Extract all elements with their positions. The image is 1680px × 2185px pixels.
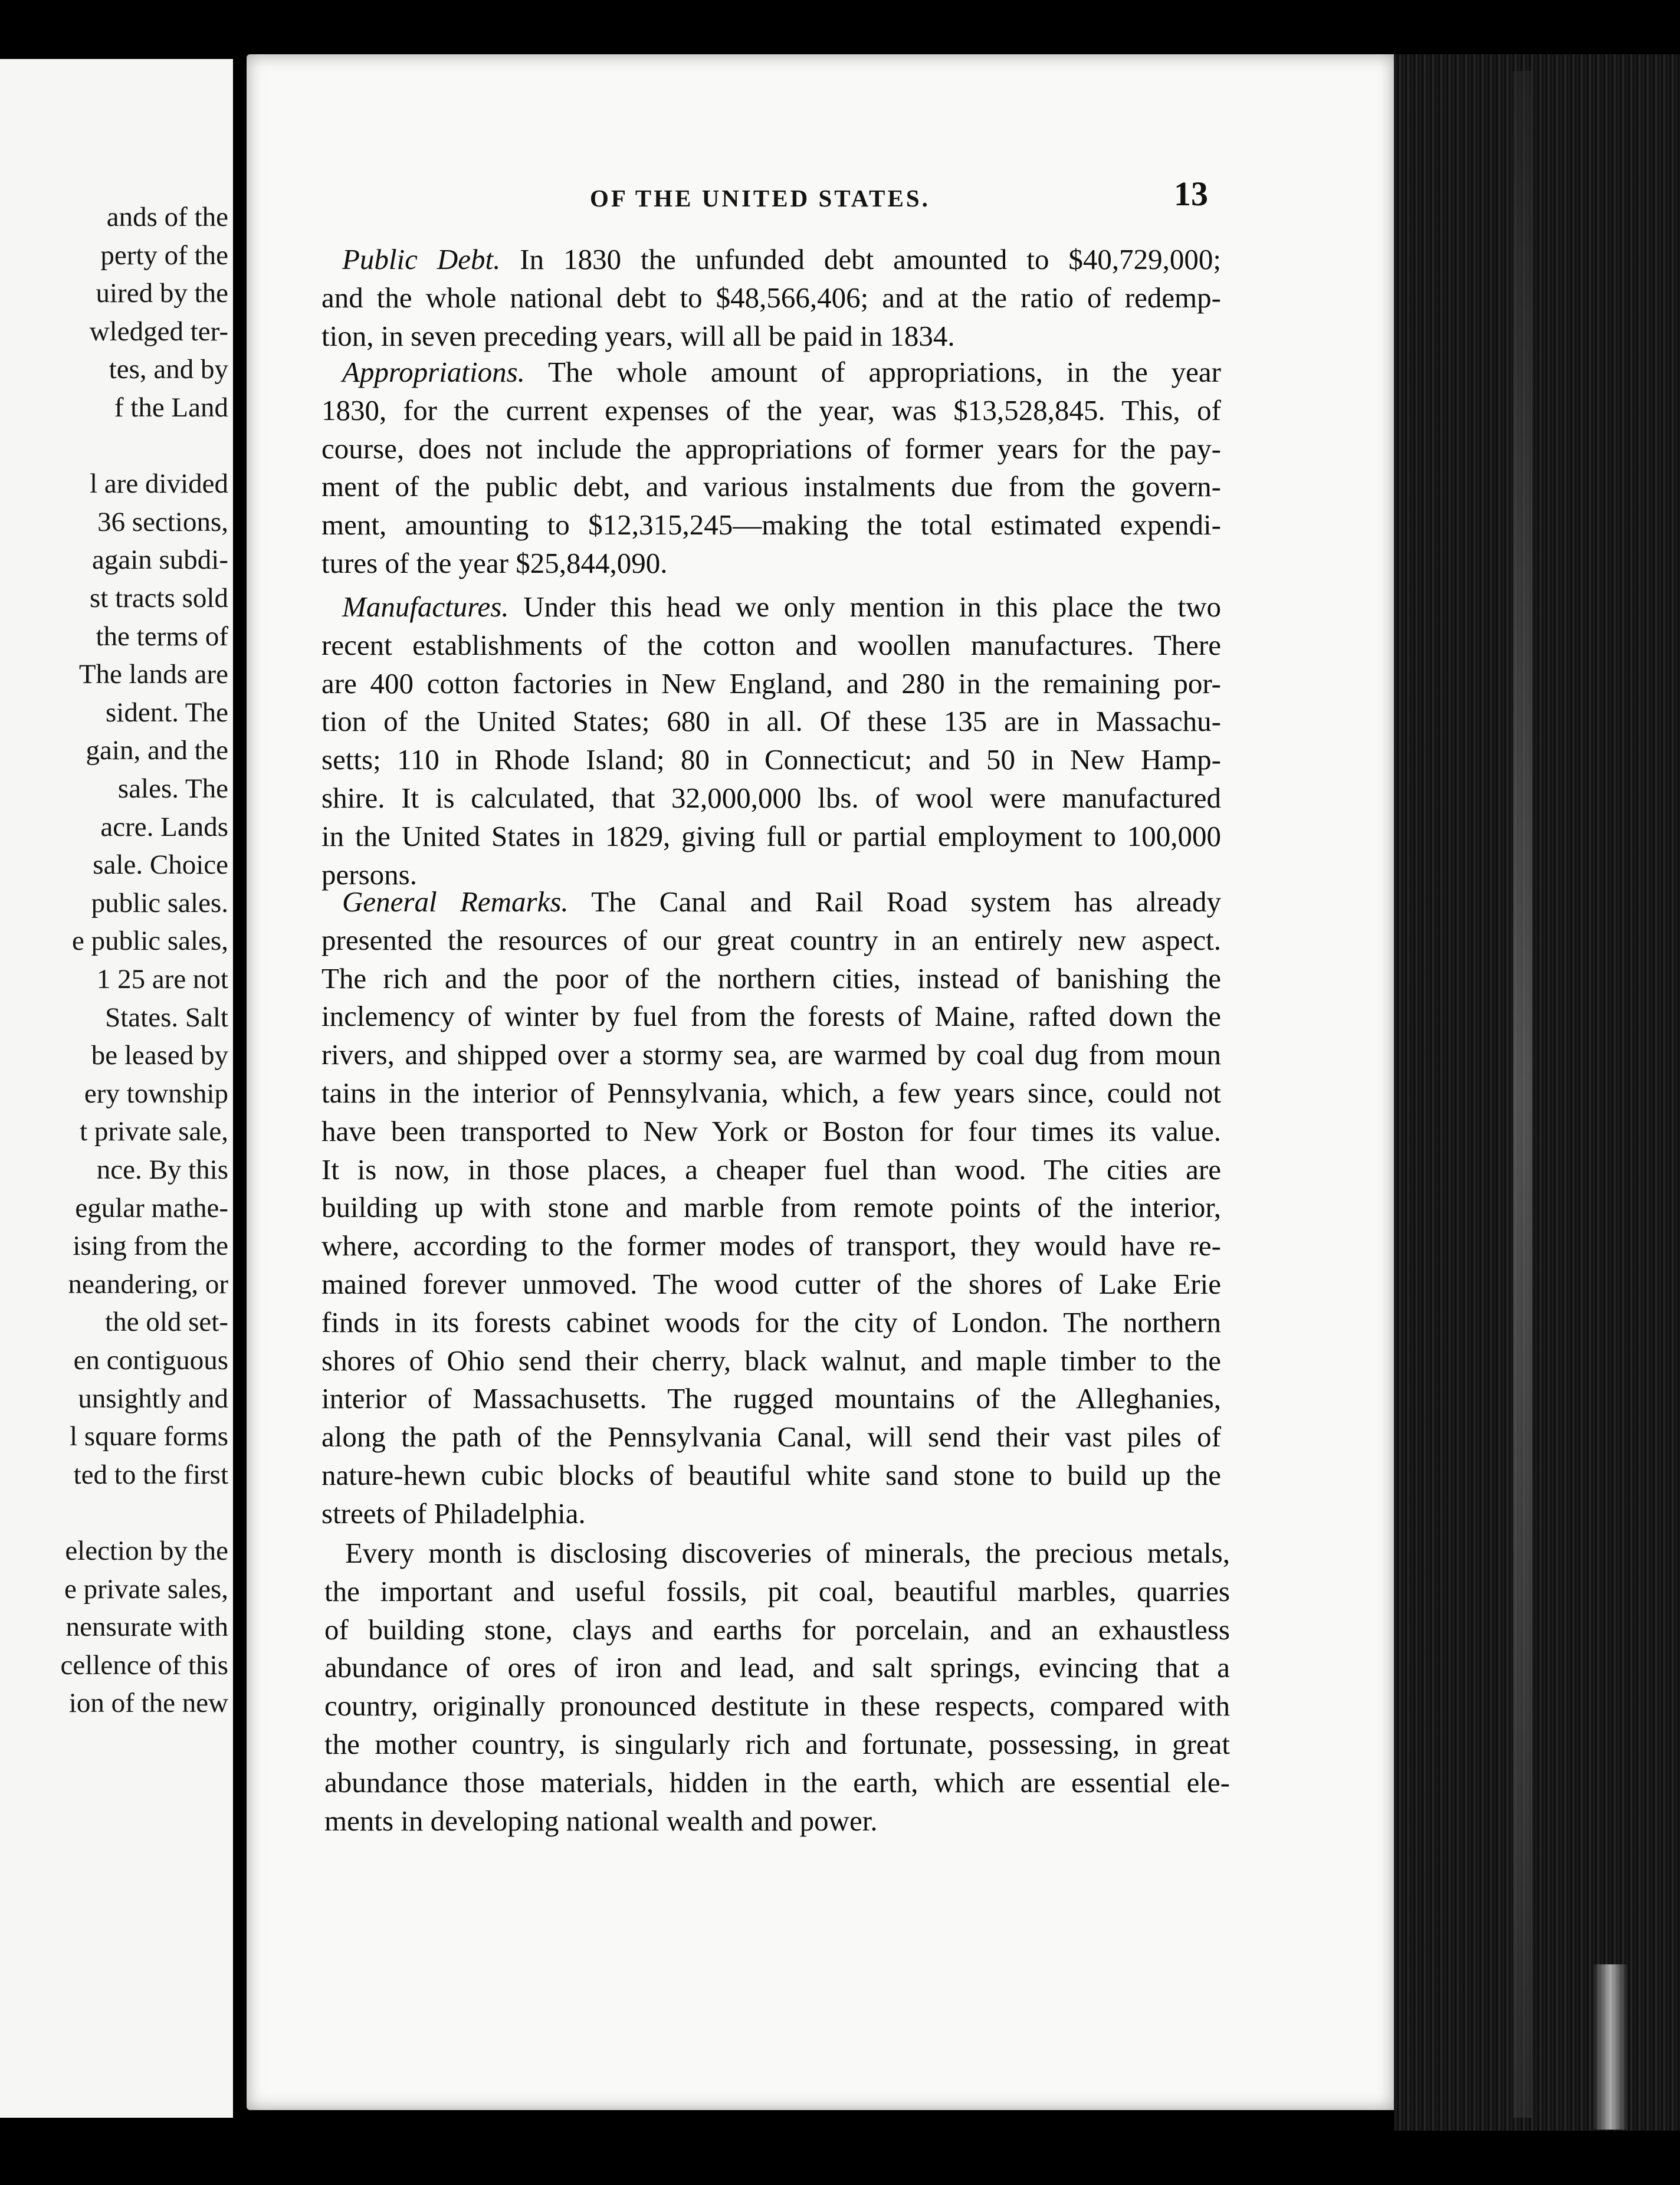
- body-text-line: where, according to the former modes of transport, they would have re-: [321, 1229, 1221, 1262]
- facing-page-line: f the Land: [114, 392, 228, 423]
- body-text-line: presented the resources of our great country in an entirely new aspect.: [321, 923, 1221, 956]
- body-text-line: tains in the interior of Pennsylvania, which, a few years since, could not: [321, 1077, 1221, 1109]
- body-text-line: persons.: [321, 858, 417, 891]
- facing-page-line: ery township: [84, 1078, 228, 1109]
- facing-page-line: again subdi-: [91, 544, 228, 576]
- paragraph-heading: Manufactures.: [342, 590, 509, 623]
- body-text-line: recent establishments of the cotton and woollen manufactures. There: [321, 628, 1221, 661]
- page-stack-edge: [1394, 54, 1680, 2131]
- body-text-line: course, does not include the appropriations of former years for the pay-: [321, 432, 1221, 465]
- body-text-line: and the whole national debt to $48,566,406; and at the ratio of redemp-: [321, 281, 1221, 314]
- body-text-line: nature-hewn cubic blocks of beautiful white sand stone to build up the: [321, 1459, 1221, 1491]
- facing-page-line: States. Salt: [105, 1002, 228, 1033]
- facing-page-line: ising from the: [73, 1231, 228, 1262]
- body-text-line: Appropriations. The whole amount of appropriations, in the year: [342, 356, 1221, 388]
- facing-page-line: public sales.: [91, 887, 228, 918]
- facing-page-line: gain, and the: [86, 735, 228, 766]
- facing-page-line: sales. The: [117, 773, 228, 804]
- facing-page-line: perty of the: [100, 240, 228, 271]
- body-text-line: tion of the United States; 680 in all. Of these 135 are in Massachu-: [321, 705, 1221, 738]
- facing-page-line: ion of the new: [68, 1688, 228, 1719]
- body-text-line: ment, amounting to $12,315,245—making the total estimated expendi-: [321, 508, 1221, 542]
- running-header: OF THE UNITED STATES.: [590, 185, 930, 212]
- facing-page-line: The lands are: [78, 659, 228, 690]
- facing-page-line: nensurate with: [65, 1612, 228, 1643]
- body-text-line: mained forever unmoved. The wood cutter of the shores of Lake Erie: [321, 1268, 1221, 1300]
- facing-page-line: 1 25 are not: [96, 964, 228, 995]
- facing-page-line: neandering, or: [68, 1268, 228, 1300]
- facing-page-line: tes, and by: [109, 354, 228, 385]
- page-edge-highlight: [1513, 71, 1532, 2118]
- body-text-line: General Remarks. The Canal and Rail Road system has already: [342, 885, 1221, 918]
- body-text-line: country, originally pronounced destitute in these respects, compared with: [324, 1689, 1230, 1723]
- facing-page-line: the terms of: [96, 621, 228, 652]
- body-text-line: the important and useful fossils, pit coal, beautiful marbles, quarries: [324, 1574, 1230, 1607]
- facing-page-line: 36 sections,: [97, 506, 228, 537]
- body-text-line: tion, in seven preceding years, will all be paid in 1834.: [321, 319, 955, 352]
- body-text-line: streets of Philadelphia.: [321, 1497, 586, 1530]
- facing-page-line: t private sale,: [80, 1116, 228, 1147]
- facing-page-line: be leased by: [91, 1040, 228, 1071]
- body-text-line: 1830, for the current expenses of the year, was $13,528,845. This, of: [321, 393, 1221, 426]
- body-text-line: along the path of the Pennsylvania Canal, will send their vast piles of: [321, 1420, 1221, 1454]
- body-text-line: rivers, and shipped over a stormy sea, are warmed by coal dug from moun: [321, 1038, 1221, 1071]
- facing-page-line: l are divided: [90, 468, 228, 500]
- paragraph-heading: General Remarks.: [342, 885, 569, 918]
- body-text-line: ments in developing national wealth and power.: [324, 1804, 878, 1837]
- body-text-line: Every month is disclosing discoveries of minerals, the precious metals,: [345, 1537, 1230, 1569]
- facing-page-line: sale. Choice: [93, 849, 228, 881]
- facing-page-line: en contiguous: [73, 1345, 228, 1376]
- facing-page-line: st tracts sold: [90, 583, 228, 613]
- facing-page-line: election by the: [65, 1536, 228, 1566]
- facing-page-line: l square forms: [70, 1421, 228, 1452]
- body-text-line: setts; 110 in Rhode Island; 80 in Connecticut; and 50 in New Hamp-: [321, 743, 1221, 776]
- body-text-line: in the United States in 1829, giving full or partial employment to 100,000: [321, 819, 1221, 852]
- body-text-line: have been transported to New York or Boston for four times its value.: [321, 1114, 1221, 1147]
- body-text-line: tures of the year $25,844,090.: [321, 547, 668, 579]
- facing-page-line: the old set-: [105, 1307, 228, 1338]
- body-text-line: Manufactures. Under this head we only mention in this place the two: [342, 590, 1221, 623]
- facing-page-line: ted to the first: [73, 1459, 228, 1490]
- facing-page-line: ands of the: [106, 202, 228, 232]
- body-text-line: ment of the public debt, and various instalments due from the govern-: [321, 470, 1221, 503]
- facing-page-line: acre. Lands: [100, 811, 228, 842]
- body-text-line: shores of Ohio send their cherry, black walnut, and maple timber to the: [321, 1344, 1221, 1377]
- body-text-line: shire. It is calculated, that 32,000,000 lbs. of wool were manufactured: [321, 782, 1221, 814]
- body-text-line: are 400 cotton factories in New England, and 280 in the remaining por-: [321, 667, 1221, 700]
- body-text-line: interior of Massachusetts. The rugged mountains of the Alleghanies,: [321, 1382, 1221, 1415]
- page-number: 13: [1174, 175, 1208, 213]
- facing-page-line: wledged ter-: [89, 316, 228, 347]
- body-text-line: of building stone, clays and earths for porcelain, and an exhaustless: [324, 1613, 1230, 1646]
- paragraph-heading: Appropriations.: [342, 356, 525, 388]
- facing-page-line: sident. The: [106, 697, 228, 728]
- facing-page-line: unsightly and: [78, 1383, 228, 1414]
- paragraph-heading: Public Debt.: [342, 243, 501, 275]
- page-edge-glare: [1593, 1964, 1628, 2130]
- facing-page-line: e public sales,: [72, 926, 228, 957]
- facing-page-line: cellence of this: [60, 1649, 228, 1681]
- body-text-line: Public Debt. In 1830 the unfunded debt amounted to $40,729,000;: [342, 243, 1222, 275]
- body-text-line: The rich and the poor of the northern cities, instead of banishing the: [321, 962, 1221, 995]
- body-text-line: inclemency of winter by fuel from the forests of Maine, rafted down the: [321, 1000, 1221, 1033]
- body-text-line: finds in its forests cabinet woods for the city of London. The northern: [321, 1305, 1221, 1338]
- body-text-line: building up with stone and marble from remote points of the interior,: [321, 1191, 1221, 1224]
- facing-page-fragment: [0, 59, 233, 2118]
- body-text-line: the mother country, is singularly rich and fortunate, possessing, in great: [324, 1728, 1230, 1760]
- body-text-line: abundance those materials, hidden in the earth, which are essential ele-: [324, 1766, 1230, 1799]
- facing-page-line: uired by the: [96, 278, 228, 309]
- facing-page-line: nce. By this: [96, 1154, 228, 1185]
- body-text-line: It is now, in those places, a cheaper fuel than wood. The cities are: [321, 1153, 1221, 1186]
- body-text-line: abundance of ores of iron and lead, and salt springs, evincing that a: [324, 1651, 1230, 1684]
- facing-page-line: egular mathe-: [75, 1192, 228, 1223]
- facing-page-line: e private sales,: [64, 1573, 228, 1605]
